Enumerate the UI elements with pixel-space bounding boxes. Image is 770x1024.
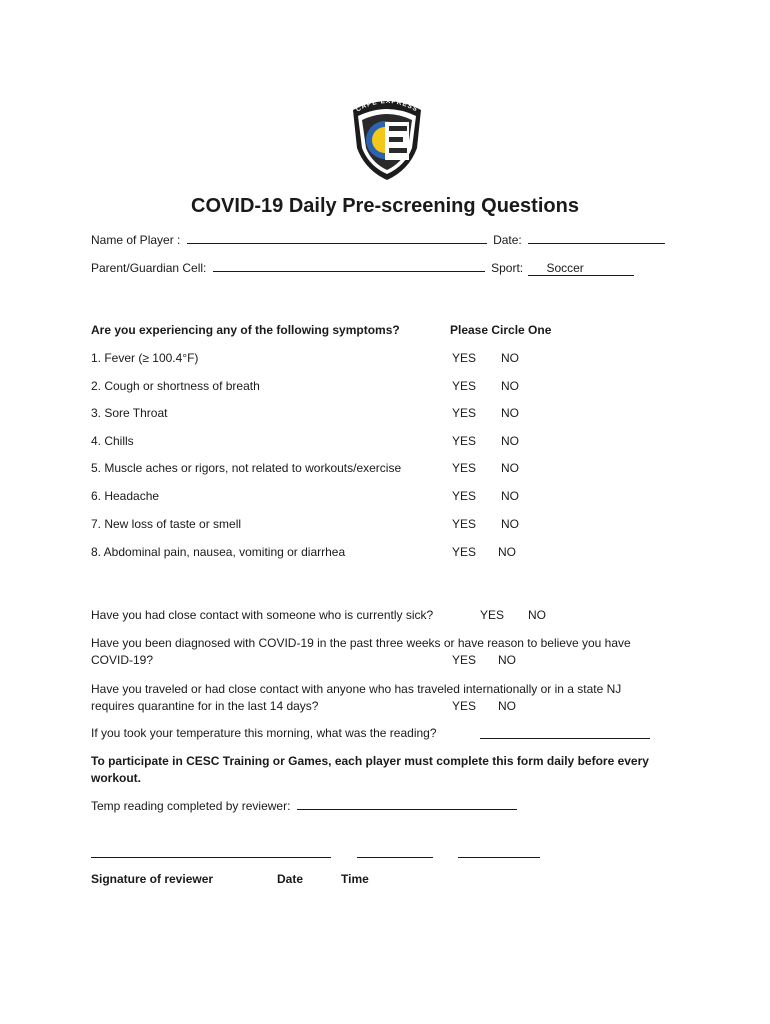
player-name-field[interactable] — [187, 232, 487, 244]
travel-yes[interactable]: YES — [452, 699, 477, 713]
reviewer-label: Temp reading completed by reviewer: — [91, 799, 291, 813]
symptom-label: 7. New loss of taste or smell — [91, 517, 242, 531]
diagnosed-question-line1: Have you been diagnosed with COVID-19 in the past three weeks or have reason to believe you have — [91, 636, 631, 650]
symptom-no-option[interactable]: NO — [501, 517, 519, 531]
diagnosed-yes[interactable]: YES — [452, 653, 477, 667]
symptom-no-option[interactable]: NO — [501, 489, 519, 503]
symptom-yes-option[interactable]: YES — [452, 351, 477, 365]
symptom-yes-option[interactable]: YES — [452, 545, 477, 559]
symptom-label: 3. Sore Throat — [91, 406, 168, 420]
symptom-label: 6. Headache — [91, 489, 160, 503]
symptom-no-option[interactable]: NO — [501, 434, 519, 448]
reviewer-row — [91, 798, 520, 813]
symptom-yes-option[interactable]: YES — [452, 461, 477, 475]
close-contact-no[interactable]: NO — [528, 608, 546, 622]
symptom-yes-option[interactable]: YES — [452, 489, 477, 503]
symptom-label: 2. Cough or shortness of breath — [91, 379, 260, 393]
symptoms-header: Are you experiencing any of the following symptoms? — [91, 323, 400, 337]
symptom-no-option[interactable]: NO — [501, 406, 519, 420]
symptom-yes-option[interactable]: YES — [452, 379, 477, 393]
symptom-label: 1. Fever (≥ 100.4°F) — [91, 351, 199, 365]
signature-label: Signature of reviewer — [91, 872, 214, 886]
symptom-no-option[interactable]: NO — [498, 545, 516, 559]
player-row — [91, 232, 668, 247]
time-line[interactable] — [458, 857, 540, 858]
symptom-label: 8. Abdominal pain, nausea, vomiting or diarrhea — [91, 545, 346, 559]
signature-date-label: Date — [277, 872, 304, 886]
date-line[interactable] — [357, 857, 433, 858]
sport-value: Soccer — [546, 261, 584, 275]
parent-row — [91, 260, 637, 276]
sport-field[interactable] — [528, 261, 634, 276]
notice-line1: To participate in CESC Training or Games, each player must complete this form daily before every — [91, 754, 649, 768]
symptom-yes-option[interactable]: YES — [452, 406, 477, 420]
sport-label: Sport: — [491, 261, 524, 275]
diagnosed-no[interactable]: NO — [498, 653, 516, 667]
date-field[interactable] — [528, 232, 665, 244]
parent-cell-label: Parent/Guardian Cell: — [91, 261, 207, 275]
travel-question-line2: requires quarantine for in the last 14 days? — [91, 699, 319, 713]
player-name-label: Name of Player : — [91, 233, 181, 247]
temperature-question: If you took your temperature this morning, what was the reading? — [91, 726, 437, 740]
travel-question-line1: Have you traveled or had close contact with anyone who has traveled internationally or in a state NJ — [91, 682, 622, 696]
parent-cell-field[interactable] — [213, 260, 485, 272]
close-contact-yes[interactable]: YES — [480, 608, 505, 622]
symptom-label: 5. Muscle aches or rigors, not related to workouts/exercise — [91, 461, 402, 475]
circle-one-header: Please Circle One — [450, 323, 552, 337]
symptom-yes-option[interactable]: YES — [452, 517, 477, 531]
symptom-no-option[interactable]: NO — [501, 351, 519, 365]
symptom-label: 4. Chills — [91, 434, 134, 448]
signature-line[interactable] — [91, 857, 331, 858]
travel-no[interactable]: NO — [498, 699, 516, 713]
symptom-no-option[interactable]: NO — [501, 379, 519, 393]
notice-line2: workout. — [91, 771, 141, 785]
temperature-reading-field[interactable] — [480, 738, 650, 739]
date-label: Date: — [493, 233, 522, 247]
logo-arc-text: CAPE EXPRESS — [354, 97, 420, 114]
cape-express-logo — [345, 96, 429, 182]
symptom-no-option[interactable]: NO — [501, 461, 519, 475]
page-title: COVID-19 Daily Pre-screening Questions — [191, 195, 579, 217]
signature-time-label: Time — [341, 872, 369, 886]
reviewer-field[interactable] — [297, 798, 517, 810]
symptom-yes-option[interactable]: YES — [452, 434, 477, 448]
diagnosed-question-line2: COVID-19? — [91, 653, 154, 667]
close-contact-question: Have you had close contact with someone who is currently sick? — [91, 608, 434, 622]
